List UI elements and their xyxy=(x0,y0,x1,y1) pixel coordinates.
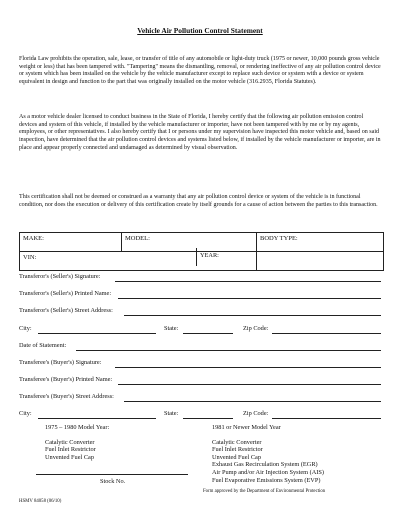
model-cell[interactable] xyxy=(122,233,257,252)
seller-street-address-line[interactable] xyxy=(124,315,381,316)
left-device-item: Catalytic Converter xyxy=(45,438,95,446)
left-device-item: Fuel Inlet Restrictor xyxy=(45,446,96,454)
year-label: YEAR: xyxy=(200,252,219,259)
seller-signature-label: Transferor's (Seller's) Signature: xyxy=(19,273,101,280)
make-label: MAKE: xyxy=(23,235,44,242)
warranty-disclaimer-paragraph: This certification shall not be deemed or construed as a warranty that any air pollution control device or system of the vehicle is in functional condition, nor does the execution or delivery of this certification create by itself grounds for a cause of action between the parties to this transaction. xyxy=(19,194,378,208)
seller-printed-name-label: Transferor's (Seller's) Printed Name: xyxy=(19,290,112,297)
date-of-statement-label: Date of Statement: xyxy=(19,342,67,349)
buyer-printed-name-line[interactable] xyxy=(118,384,381,385)
seller-printed-name-line[interactable] xyxy=(118,298,381,299)
buyer-signature-label: Transferee's (Buyer's) Signature: xyxy=(19,359,102,366)
date-of-statement-line[interactable] xyxy=(76,350,381,351)
dealer-certification-paragraph: As a motor vehicle dealer licensed to conduct business in the State of Florida, I hereby certify that the following air pollution emission control devices and system of this vehicle, if installed by the vehicle manufacturer or importer, have not been tampered with by me or by my agents, employees, or other representatives. I also hereby certify that I or persons under my supervision have inspected this motor vehicle and, based on said inspection, have determined that the air pollution control devices and systems listed below, if installed by the vehicle manufacturer or importer, are in place and appear properly connected and undamaged as determined by visual observation. xyxy=(19,114,381,151)
approval-note: Form approved by the Department of Environmental Protection xyxy=(203,489,326,494)
buyer-zip-line[interactable] xyxy=(272,418,381,419)
seller-zip-line[interactable] xyxy=(272,333,381,334)
right-device-item: Fuel Evaporative Emissions System (EVP) xyxy=(212,476,321,484)
form-title: Vehicle Air Pollution Control Statement xyxy=(137,26,263,35)
year-cell[interactable] xyxy=(257,252,384,271)
buyer-city-label: City: xyxy=(19,410,32,417)
seller-city-line[interactable] xyxy=(38,333,156,334)
buyer-street-address-label: Transferee's (Buyer's) Street Address: xyxy=(19,393,114,400)
buyer-state-label: State: xyxy=(164,410,179,417)
seller-state-label: State: xyxy=(164,325,179,332)
right-device-item: Air Pump and/or Air Injection System (AIS) xyxy=(212,468,324,476)
buyer-printed-name-label: Transferee's (Buyer's) Printed Name: xyxy=(19,376,113,383)
right-device-item: Unvented Fuel Cap xyxy=(212,453,261,461)
seller-zip-label: Zip Code: xyxy=(243,325,269,332)
seller-signature-line[interactable] xyxy=(115,281,381,282)
model-year-1975-1980 xyxy=(45,424,109,461)
vin-cell[interactable] xyxy=(20,252,257,271)
stock-no-line[interactable] xyxy=(36,474,188,475)
seller-street-address-label: Transferor's (Seller's) Street Address: xyxy=(19,307,113,314)
model-label: MODEL: xyxy=(125,235,150,242)
buyer-state-line[interactable] xyxy=(183,418,233,419)
stock-no-label: Stock No. xyxy=(100,478,126,485)
buyer-street-address-line[interactable] xyxy=(124,401,381,402)
make-cell[interactable] xyxy=(20,233,122,252)
year-divider xyxy=(196,248,197,266)
right-device-item: Fuel Inlet Restrictor xyxy=(212,446,263,454)
left-device-item: Unvented Fuel Cap xyxy=(45,453,94,461)
model-year-1981-newer xyxy=(212,424,324,484)
tampering-paragraph: Florida Law prohibits the operation, sale, lease, or transfer of title of any automobile or light-duty truck (1975 or newer, 10,000 pounds gross vehicle weight or less) that has been tampered with. "Tampering" means the dismantling, removal, or rendering ineffective of any air pollution control device or system which has been installed on the vehicle by the vehicle manufacturer except to replace such device or system with a device or system equivalent in design and function to the part that was originally installed on the motor vehicle (316.2935, Florida Statutes). xyxy=(19,56,381,86)
seller-city-label: City: xyxy=(19,325,32,332)
body-type-cell[interactable] xyxy=(257,233,384,252)
buyer-zip-label: Zip Code: xyxy=(243,410,269,417)
model-year-1981-newer-heading: 1981 or Newer Model Year xyxy=(212,424,281,431)
vin-label: VIN: xyxy=(23,254,37,261)
seller-state-line[interactable] xyxy=(183,333,233,334)
buyer-city-line[interactable] xyxy=(38,418,156,419)
body-type-label: BODY TYPE: xyxy=(260,235,298,242)
right-device-item: Exhaust Gas Recirculation System (EGR) xyxy=(212,461,318,469)
model-year-1975-1980-heading: 1975 – 1980 Model Year: xyxy=(45,424,110,431)
buyer-signature-line[interactable] xyxy=(115,367,381,368)
right-device-item: Catalytic Converter xyxy=(212,438,262,446)
form-number: HSMV 84058 (06/10) xyxy=(19,499,62,504)
